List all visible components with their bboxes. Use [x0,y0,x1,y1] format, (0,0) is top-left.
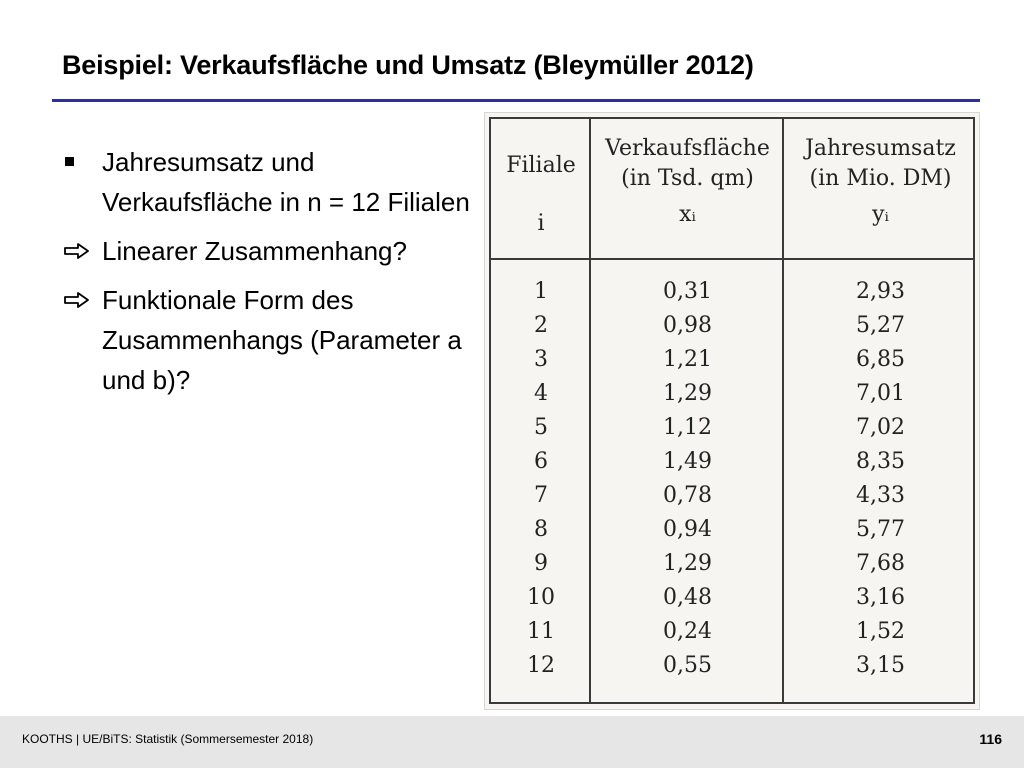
cell-i: 3 [534,347,548,372]
cell-y: 1,52 [856,619,905,644]
cell-x: 1,49 [663,449,712,474]
table-row [491,547,973,581]
bullet-text: Jahresumsatz und Verkaufsfläche in n = 12 Filialen [102,147,470,217]
arrow-right-icon [62,231,98,271]
table-row [491,411,973,445]
cell-x: 0,94 [663,517,712,542]
cell-y: 2,93 [856,279,905,304]
bullet-item [62,142,472,222]
cell-i: 4 [534,381,548,406]
table-row [491,479,973,513]
arrow-right-icon [62,280,98,320]
cell-i: 5 [534,415,548,440]
cell-i: 12 [527,653,555,678]
table-row [491,377,973,411]
cell-y: 7,02 [856,415,905,440]
cell-y: 7,68 [856,551,905,576]
cell-y: 7,01 [856,381,905,406]
footer-text: KOOTHS | UE/BiTS: Statistik (Sommersemester 2018) [22,732,314,746]
cell-y: 5,77 [856,517,905,542]
cell-x: 0,78 [663,483,712,508]
cell-i: 10 [527,585,555,610]
cell-i: 11 [527,619,555,644]
bullet-text: Linearer Zusammenhang? [102,236,407,266]
cell-x: 1,21 [663,347,712,372]
table-row [491,513,973,547]
table-header-divider [491,258,973,260]
cell-y: 3,15 [856,653,905,678]
cell-x: 1,12 [663,415,712,440]
cell-x: 0,55 [663,653,712,678]
table-row [491,649,973,683]
cell-y: 4,33 [856,483,905,508]
bullet-item [62,231,472,271]
cell-y: 5,27 [856,313,905,338]
header-symbol: i [537,211,545,236]
page-number: 116 [979,731,1002,747]
bullet-item [62,280,472,400]
cell-x: 1,29 [663,551,712,576]
header-filiale [491,151,591,239]
data-table [489,117,975,704]
header-symbol: xᵢ [679,202,696,227]
table-row [491,615,973,649]
header-label: Filiale [506,153,576,178]
cell-i: 8 [534,517,548,542]
header-jahresumsatz [784,134,977,230]
cell-y: 8,35 [856,449,905,474]
cell-x: 0,31 [663,279,712,304]
bullet-text: Funktionale Form des Zusammenhangs (Parameter a und b)? [102,285,462,395]
cell-y: 6,85 [856,347,905,372]
cell-i: 2 [534,313,548,338]
header-symbol: yᵢ [872,202,889,227]
cell-i: 9 [534,551,548,576]
header-unit: (in Tsd. qm) [621,166,754,191]
header-unit: (in Mio. DM) [809,166,952,191]
table-row [491,445,973,479]
header-verkaufsflaeche [591,134,784,230]
slide-title: Beispiel: Verkaufsfläche und Umsatz (Bleymüller 2012) [62,50,754,80]
table-row [491,309,973,343]
header-label: Verkaufsfläche [605,136,770,161]
cell-i: 7 [534,483,548,508]
cell-i: 1 [534,279,548,304]
cell-x: 0,24 [663,619,712,644]
cell-y: 3,16 [856,585,905,610]
bullet-list [62,142,472,409]
header-label: Jahresumsatz [805,136,956,161]
title-divider [52,99,980,102]
square-bullet-icon [62,142,98,182]
table-row [491,343,973,377]
cell-x: 0,98 [663,313,712,338]
cell-x: 1,29 [663,381,712,406]
cell-x: 0,48 [663,585,712,610]
table-row [491,275,973,309]
cell-i: 6 [534,449,548,474]
table-row [491,581,973,615]
